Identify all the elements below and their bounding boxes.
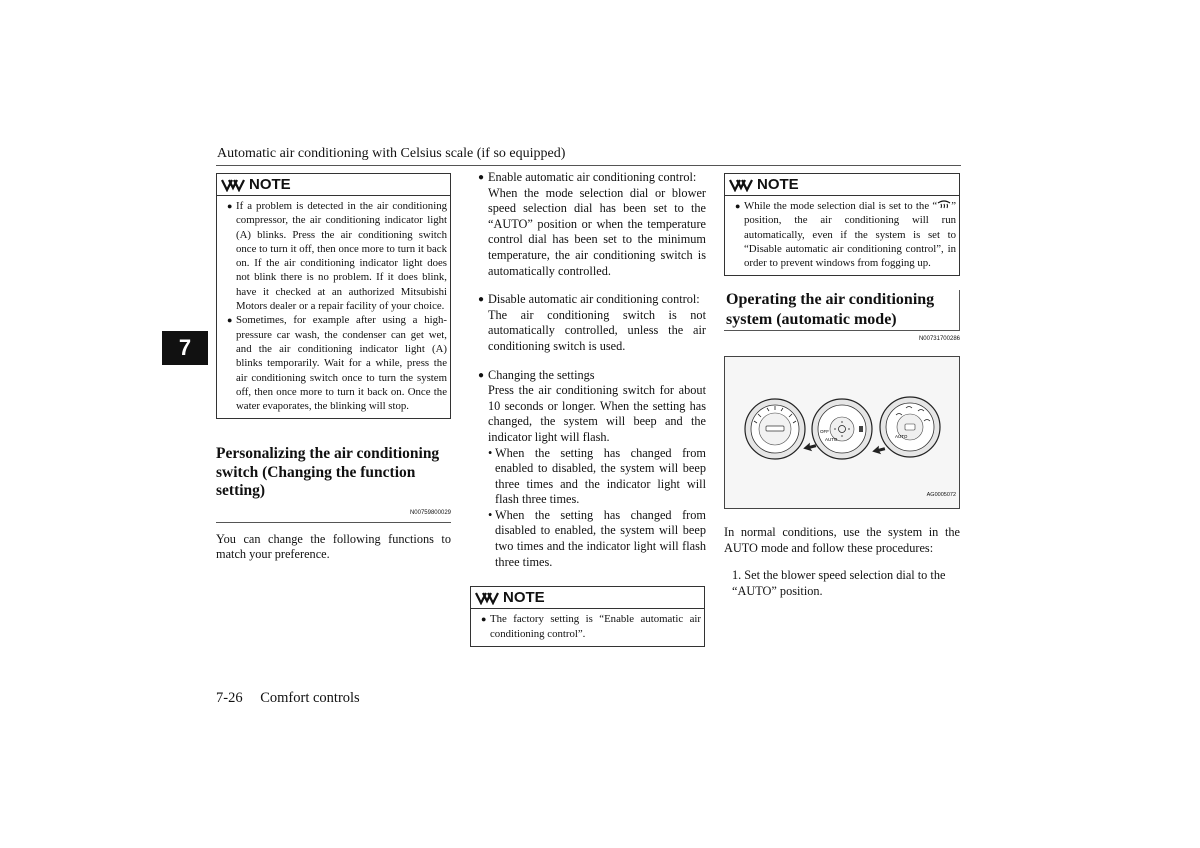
auto-mode-paragraph: In normal conditions, use the system in the AUTO mode and follow these procedures: (724, 525, 960, 555)
note-label: NOTE (249, 175, 291, 193)
mode-dial (880, 397, 940, 457)
footer-section: Comfort controls (260, 690, 360, 706)
bullet-icon: ● (481, 614, 487, 625)
intro-paragraph: You can change the following functions to match your preference. (216, 531, 451, 562)
section-heading: Personalizing the air conditioning switch (Changing the function setting) (216, 445, 440, 500)
note-item: ● While the mode selection dial is set to the “ ” position, the air conditioning will run automatically, even if the system is set to “Disable automatic air conditioning control”, in order to prevent windows from fogging up. (735, 200, 956, 270)
page-number: 7-26 (216, 690, 243, 706)
dial-auto-label: AUTO (895, 434, 908, 440)
bullet-icon: ● (478, 369, 485, 381)
note-hand-icon (221, 178, 245, 192)
note-label: NOTE (503, 588, 545, 606)
section-code: N00759800029 (409, 509, 451, 516)
defrost-icon (937, 200, 951, 210)
bullet-icon: ● (478, 294, 485, 306)
bullet-icon: ● (735, 201, 741, 211)
note-item: ● The factory setting is “Enable automatic air conditioning control”. (481, 613, 701, 640)
note-box (216, 173, 451, 419)
heading-rule (724, 330, 960, 331)
bullet-icon: ● (227, 315, 233, 326)
note-label: NOTE (757, 175, 799, 193)
step-item: 1. Set the blower speed selection dial to the “AUTO” position. (732, 568, 946, 598)
note-hand-icon (729, 178, 753, 192)
chapter-tab: 7 (162, 331, 208, 365)
figure-code: AG0005072 (926, 492, 956, 499)
note-hand-icon (475, 591, 499, 605)
left-column (216, 173, 451, 563)
list-item: ● Changing the settings Press the air conditioning switch for about 10 seconds or longer. When the setting has changed, the system will beep and the indicator light will flash. • When the setting has changed from enabled to disabled, the system will beep three times and the indicator light will flash three times. • When the setting has changed from disabled to enabled, the system will beep two times and the indicator light will flash three times. (478, 367, 706, 569)
note-header (725, 174, 959, 196)
note-box (470, 586, 705, 647)
note-box (724, 173, 960, 276)
note-header (471, 587, 704, 609)
page-header-title: Automatic air conditioning with Celsius scale (if so equipped) (217, 146, 566, 161)
bullet-icon: ● (478, 172, 485, 183)
blower-dial (812, 399, 872, 459)
header-divider (216, 165, 961, 166)
bullet-icon: ● (227, 201, 233, 211)
climate-dials-illustration (725, 357, 959, 508)
page-footer (216, 690, 360, 707)
heading-box (724, 290, 960, 348)
climate-dials-figure (724, 356, 960, 509)
section-code: N00731700286 (918, 336, 960, 343)
heading-rule (216, 522, 451, 523)
right-column (724, 173, 960, 599)
temperature-dial (745, 399, 805, 459)
note-item: ● Sometimes, for example after using a high-pressure car wash, the condenser can get wet, and the air conditioning indicator light (A) blinks temporarily. Wait for a while, press the air conditioning switch once to turn the system off, then once more to turn it back on. Once the water evaporates, the blinking will stop. (227, 314, 447, 413)
sub-list-item: • When the setting has changed from enabled to disabled, the system will beep three times and the indicator light will flash three times. (488, 445, 706, 507)
dial-off-label: OFF (820, 429, 829, 435)
sub-list-item: • When the setting has changed from disabled to enabled, the system will beep two times and the indicator light will flash three times. (488, 507, 706, 569)
note-header (217, 174, 450, 196)
list-item: ● Enable automatic air conditioning control: When the mode selection dial or blower speed selection dial has been set to the “AUTO” position or when the temperature control dial has been set to the minimum temperature, the air conditioning switch is automatically controlled. (478, 170, 706, 278)
middle-column (478, 170, 706, 647)
list-item: ● Disable automatic air conditioning control: The air conditioning switch is not automatically controlled, unless the air conditioning switch is used. (478, 292, 706, 353)
dial-auto-label: AUTO (825, 437, 838, 443)
note-item: ● If a problem is detected in the air conditioning compressor, the air conditioning indicator light (A) blinks. Press the air conditioning switch once to turn it off, then once more to turn it back on. If the air conditioning indicator light does not blink there is no problem. If it does blink, have it checked at an authorized Mitsubishi Motors dealer or a repair facility of your choice. (227, 200, 447, 313)
section-heading: Operating the air conditioning system (automatic mode) (724, 290, 960, 330)
